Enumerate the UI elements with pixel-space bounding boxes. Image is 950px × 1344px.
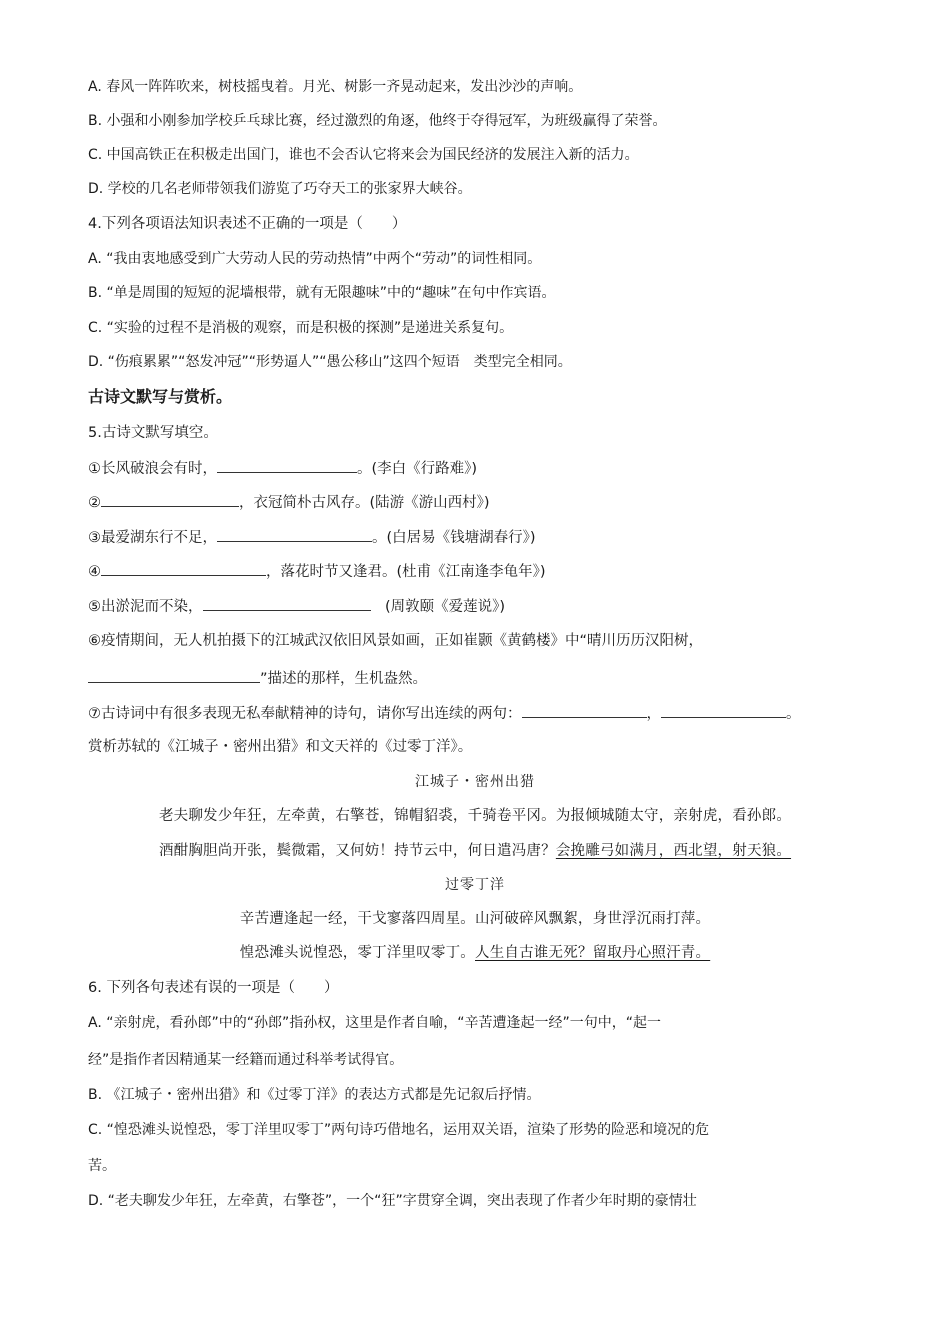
q5-item-5-blank[interactable]: [203, 595, 371, 611]
poem1-line2-plain: 酒酣胸胆尚开张，鬓微霜，又何妨！持节云中，何日遣冯唐？: [158, 843, 556, 859]
q6-option-c-line1: C. “惶恐滩头说惶恐，零丁洋里叹零丁”两句诗巧借地名，运用双关语，渲染了形势的险恶和境况的危: [88, 1122, 710, 1138]
q5-item-1-blank[interactable]: [217, 457, 357, 473]
q6-option-a-line2: 经”是指作者因精通某一经籍而通过科举考试得官。: [88, 1052, 404, 1068]
q5-item-7-blank-1[interactable]: [522, 702, 647, 718]
q5-item-6-blank[interactable]: [88, 667, 260, 683]
q5-item-7-post: 。: [786, 706, 801, 722]
poem2-line2-underlined: 人生自古谁无死？留取丹心照汗青。: [475, 945, 711, 961]
q5-item-2-pre: ②: [88, 495, 101, 511]
q5-item-3: [88, 526, 910, 549]
q5-item-5-post: (周敦颐《爱莲说》): [370, 599, 506, 615]
poem1-line2: [0, 840, 950, 862]
q5-item-2: [88, 491, 910, 514]
poem1-line1: 老夫聊发少年狂，左牵黄，右擎苍，锦帽貂裘，千骑卷平冈。为报倾城随太守，亲射虎，看孙郎。: [158, 808, 792, 824]
q5-item-3-blank[interactable]: [217, 526, 372, 542]
q5-item-4-pre: ④: [88, 564, 101, 580]
q5-item-3-pre: ③最爱湖东行不足，: [88, 530, 217, 546]
q5-item-1-pre: ①长风破浪会有时，: [88, 461, 217, 477]
q5-item-4-post: ，落花时节又逢君。(杜甫《江南逢李龟年》): [266, 564, 546, 580]
q3-option-c: C. 中国高铁正在积极走出国门，谁也不会否认它将来会为国民经济的发展注入新的活力。: [88, 147, 639, 163]
poem1-title: 江城子・密州出猎: [415, 774, 535, 790]
q4-option-d: D. “伤痕累累”“怒发冲冠”“形势逼人”“愚公移山”这四个短语 类型完全相同。: [88, 354, 572, 370]
q6-option-c-line2: 苦。: [88, 1158, 116, 1174]
q5-item-4-blank[interactable]: [101, 560, 266, 576]
q5-item-7-blank-2[interactable]: [661, 702, 786, 718]
q5-item-1: [88, 457, 910, 480]
q5-item-4: [88, 560, 910, 583]
poem2-title: 过零丁洋: [445, 877, 505, 893]
q3-option-a: A. 春风一阵阵吹来，树枝摇曳着。月光、树影一齐晃动起来，发出沙沙的声响。: [88, 79, 583, 95]
q5-item-2-blank[interactable]: [101, 491, 239, 507]
q5-item-1-post: 。(李白《行路难》): [357, 461, 478, 477]
q4-option-b: B. “单是周围的短短的泥墙根带，就有无限趣味”中的“趣味”在句中作宾语。: [88, 285, 556, 301]
q4-stem: 4.下列各项语法知识表述不正确的一项是（ ）: [88, 216, 407, 232]
q5-item-6-line1: ⑥疫情期间，无人机拍摄下的江城武汉依旧风景如画，正如崔颢《黄鹤楼》中“晴川历历汉阳树，: [88, 633, 704, 649]
q5-item-5-pre: ⑤出淤泥而不染，: [88, 599, 203, 615]
q6-option-a-line1: A. “亲射虎，看孙郎”中的“孙郎”指孙权，这里是作者自喻，“辛苦遭逢起一经”一句中，“起一: [88, 1015, 661, 1031]
q5-item-7-pre: ⑦古诗词中有很多表现无私奉献精神的诗句，请你写出连续的两句：: [88, 706, 522, 722]
q4-option-a: A. “我由衷地感受到广大劳动人民的劳动热情”中两个“劳动”的词性相同。: [88, 251, 542, 267]
q3-option-b: B. 小强和小刚参加学校乒乓球比赛，经过激烈的角逐，他终于夺得冠军，为班级赢得了荣誉。: [88, 113, 667, 129]
poem2-line1: 辛苦遭逢起一经，干戈寥落四周星。山河破碎风飘絮，身世浮沉雨打萍。: [239, 911, 711, 927]
q5-item-3-post: 。(白居易《钱塘湖春行》): [372, 530, 536, 546]
poem2-line2-plain: 惶恐滩头说惶恐，零丁洋里叹零丁。: [239, 945, 475, 961]
q6-option-d-line1: D. “老夫聊发少年狂，左牵黄，右擎苍”，一个“狂”字贯穿全调，突出表现了作者少年时期的豪情壮: [88, 1193, 697, 1209]
q5-stem: 5.古诗文默写填空。: [88, 425, 218, 441]
poem2-line2: [0, 942, 950, 964]
q6-option-b: B. 《江城子・密州出猎》和《过零丁洋》的表达方式都是先记叙后抒情。: [88, 1087, 541, 1103]
appreciation-intro: 赏析苏轼的《江城子・密州出猎》和文天祥的《过零丁洋》。: [88, 739, 473, 755]
q5-item-5: [88, 595, 910, 618]
q5-item-6-line2: [88, 667, 910, 690]
q4-option-c: C. “实验的过程不是消极的观察，而是积极的探测”是递进关系复句。: [88, 320, 514, 336]
q5-item-6-post: ”描述的那样，生机盎然。: [260, 671, 428, 687]
q5-item-7-mid: ，: [646, 706, 661, 722]
poem1-line2-underlined: 会挽雕弓如满月，西北望，射天狼。: [555, 843, 792, 859]
q5-item-7: [88, 702, 910, 725]
q5-item-2-post: ，衣冠简朴古风存。(陆游《游山西村》): [239, 495, 490, 511]
q3-option-d: D. 学校的几名老师带领我们游览了巧夺天工的张家界大峡谷。: [88, 181, 472, 197]
q6-stem: 6. 下列各句表述有误的一项是（ ）: [88, 980, 339, 996]
section-title: 古诗文默写与赏析。: [88, 387, 233, 406]
